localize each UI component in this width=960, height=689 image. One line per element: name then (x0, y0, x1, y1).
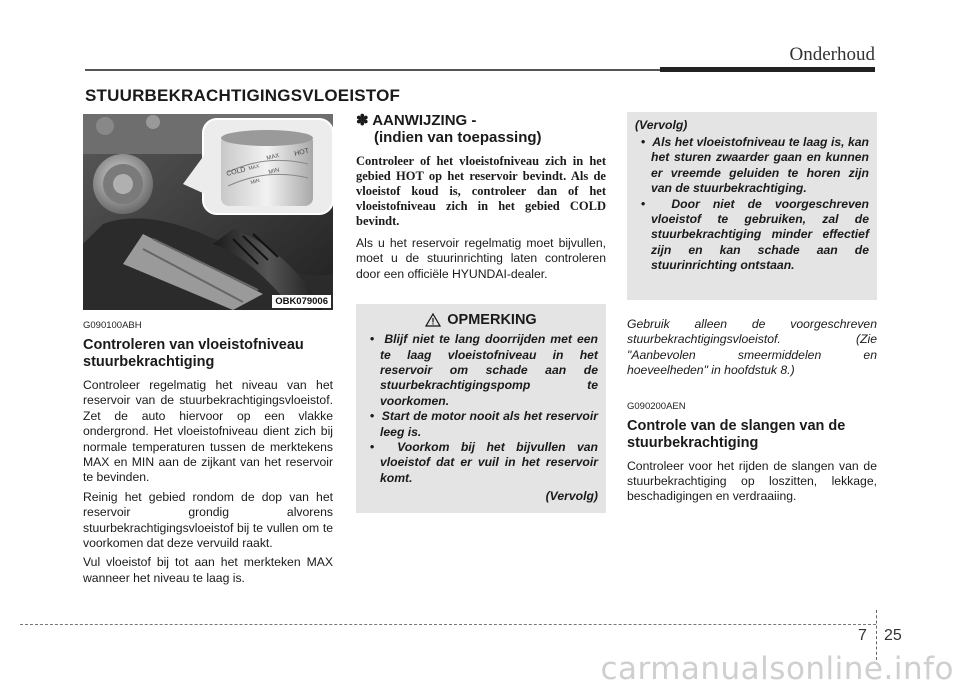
cold-mark: COLD (225, 166, 247, 178)
note-title-line1: AANWIJZING - (372, 112, 477, 129)
subsection-heading: Controle van de slangen van de stuurbekrachtiging (627, 417, 846, 451)
footer-rule (20, 624, 876, 625)
column-left (83, 114, 333, 586)
max-mark: MAX (266, 152, 281, 162)
caution-bullet: • Als het vloeistofniveau te laag is, kan het sturen zwaarder gaan en kunnen er vreemde geluiden te horen zijn van de stuurbekrachtiging. (635, 135, 869, 197)
header-title: Onderhoud (789, 44, 875, 65)
body-paragraph: Reinig het gebied rondom de dop van het reservoir grondig alvorens stuurbekrachtigingsvloeistof bij te vullen om te voorkomen dat deze vervuild raakt. (83, 489, 333, 551)
hot-mark: HOT (293, 147, 310, 158)
caution-bullet: • Start de motor nooit als het reservoir leeg is. (364, 409, 598, 440)
column-right (627, 112, 877, 505)
reservoir-photo (83, 114, 333, 310)
header-rule-accent (660, 67, 875, 72)
subsection-heading: Controleren van vloeistofniveau stuurbekrachtiging (83, 337, 304, 370)
page-number: 25 (884, 627, 902, 644)
chapter-number: 7 (858, 627, 867, 644)
section-code: G090100ABH (83, 320, 142, 331)
continued-label: (Vervolg) (635, 118, 688, 132)
photo-code: OBK079006 (272, 295, 331, 308)
note-star-icon: ✽ (356, 112, 369, 129)
body-paragraph: Controleer regelmatig het niveau van het reservoir van de stuurbekrachtigingsvloeistof. Zet de auto hiervoor op een vlakke ondergrond. Het vloeistofniveau dient zich bij normale temperaturen tussen de merktekens MAX en MIN aan de zijkant van het reservoir te bevinden. (83, 378, 333, 485)
note-title-line2: (indien van toepassing) (374, 129, 542, 146)
italic-note: Gebruik alleen de voorgeschreven stuurbekrachtigingsvloeistof. (Zie "Aanbevolen smeermiddelen en hoeveelheden" in hoofdstuk 8.) (627, 317, 877, 378)
note-body: Controleer of het vloeistofniveau zich in het gebied HOT op het reservoir bevindt. Als de vloeistof koud is, controleer dan of het vloeistofniveau zich in het gebied COLD bevindt. (356, 154, 606, 228)
caution-title: OPMERKING (447, 312, 537, 329)
svg-text:MAX: MAX (248, 163, 261, 172)
column-middle (356, 112, 606, 513)
watermark: carmanualsonline.info (600, 651, 954, 687)
note-heading (356, 112, 606, 146)
continued-label: (Vervolg) (545, 489, 598, 504)
caution-box (356, 304, 606, 513)
engine-bay-illustration (83, 114, 333, 310)
min-mark: MIN (268, 167, 281, 176)
caution-bullet: • Blijf niet te lang doorrijden met een te laag vloeistofniveau in het reservoir om schade aan de stuurbekrachtigingspomp te voorkomen. (364, 332, 598, 409)
warning-triangle-icon (425, 313, 441, 327)
section-code: G090200AEN (627, 400, 686, 412)
body-paragraph: Als u het reservoir regelmatig moet bijvullen, moet u de stuurinrichting laten controleren door een officiële HYUNDAI-dealer. (356, 236, 606, 281)
body-paragraph: Controleer voor het rijden de slangen van de stuurbekrachtiging op loszitten, lekkage, beschadigingen en verdraaiing. (627, 458, 877, 504)
svg-text:MIN: MIN (250, 177, 261, 186)
caution-continued-box (627, 112, 877, 300)
caution-bullet: • Voorkom bij het bijvullen van vloeistof dat er vuil in het reservoir komt. (364, 440, 598, 486)
caution-bullet: • Door niet de voorgeschreven vloeistof te gebruiken, zal de stuurbekrachtiging minder effectief zijn en kan schade aan de stuurinrichting ontstaan. (635, 197, 869, 274)
section-title: STUURBEKRACHTIGINGSVLOEISTOF (85, 86, 401, 105)
caution-heading (364, 312, 598, 328)
body-paragraph: Vul vloeistof bij tot aan het merkteken MAX wanneer het niveau te laag is. (83, 555, 333, 585)
